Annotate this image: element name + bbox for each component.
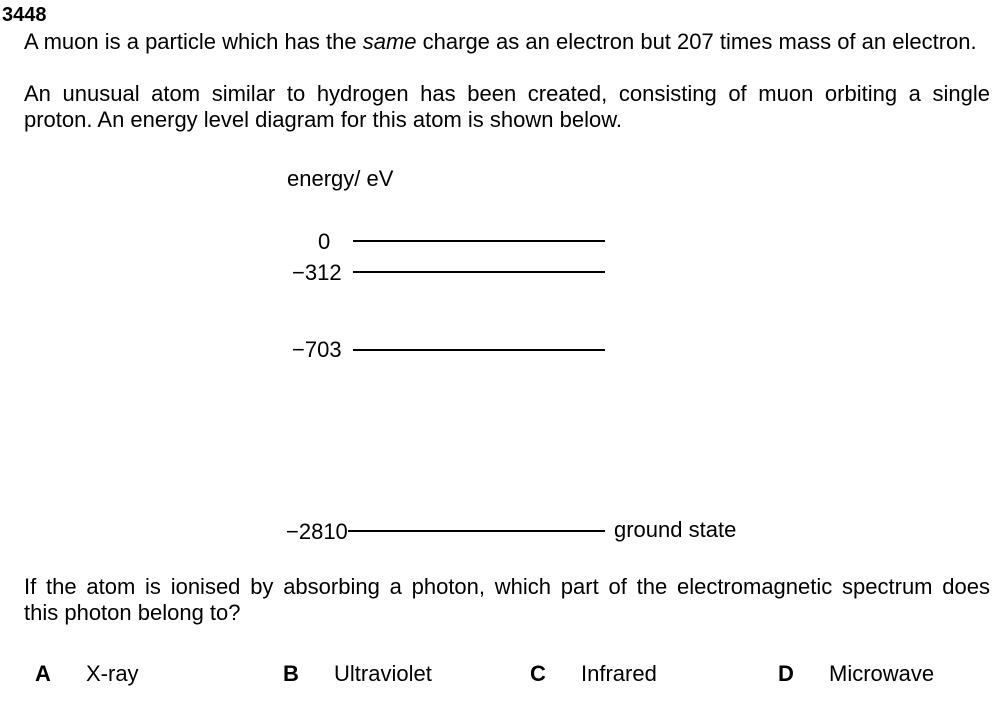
option-text: X-ray bbox=[86, 661, 139, 686]
question-line-1: If the atom is ionised by absorbing a photon, which part of the electromagnetic spectrum does bbox=[24, 574, 990, 599]
option-text: Microwave bbox=[829, 661, 935, 686]
level-label-1: −312 bbox=[292, 260, 342, 285]
level-label-3: −2810 bbox=[286, 519, 348, 544]
ground-state-label: ground state bbox=[614, 517, 737, 542]
option-letter: A bbox=[35, 661, 51, 686]
level-line-3 bbox=[348, 530, 605, 532]
question-number: 3448 bbox=[2, 4, 47, 26]
description-line-2: proton. An energy level diagram for this atom is shown below. bbox=[24, 107, 622, 132]
description-line-1: An unusual atom similar to hydrogen has been created, consisting of muon orbiting a single bbox=[24, 81, 990, 106]
level-label-0: 0 bbox=[318, 229, 331, 254]
option-text: Infrared bbox=[581, 661, 657, 686]
option-text: Ultraviolet bbox=[334, 661, 432, 686]
option-letter: D bbox=[778, 661, 794, 686]
question-line-2: this photon belong to? bbox=[24, 600, 241, 625]
intro-text-start: A muon is a particle which has the bbox=[24, 29, 363, 54]
option-letter: B bbox=[283, 661, 299, 686]
option-letter: C bbox=[530, 661, 546, 686]
level-line-2 bbox=[353, 349, 605, 351]
level-label-2: −703 bbox=[292, 337, 342, 362]
level-line-1 bbox=[353, 271, 605, 273]
intro-text-end: charge as an electron but 207 times mass of an electron. bbox=[416, 29, 977, 54]
intro-emphasis: same bbox=[362, 29, 417, 54]
intro-paragraph bbox=[24, 29, 990, 55]
level-line-0 bbox=[353, 240, 605, 242]
energy-axis-label: energy/ eV bbox=[287, 166, 394, 191]
